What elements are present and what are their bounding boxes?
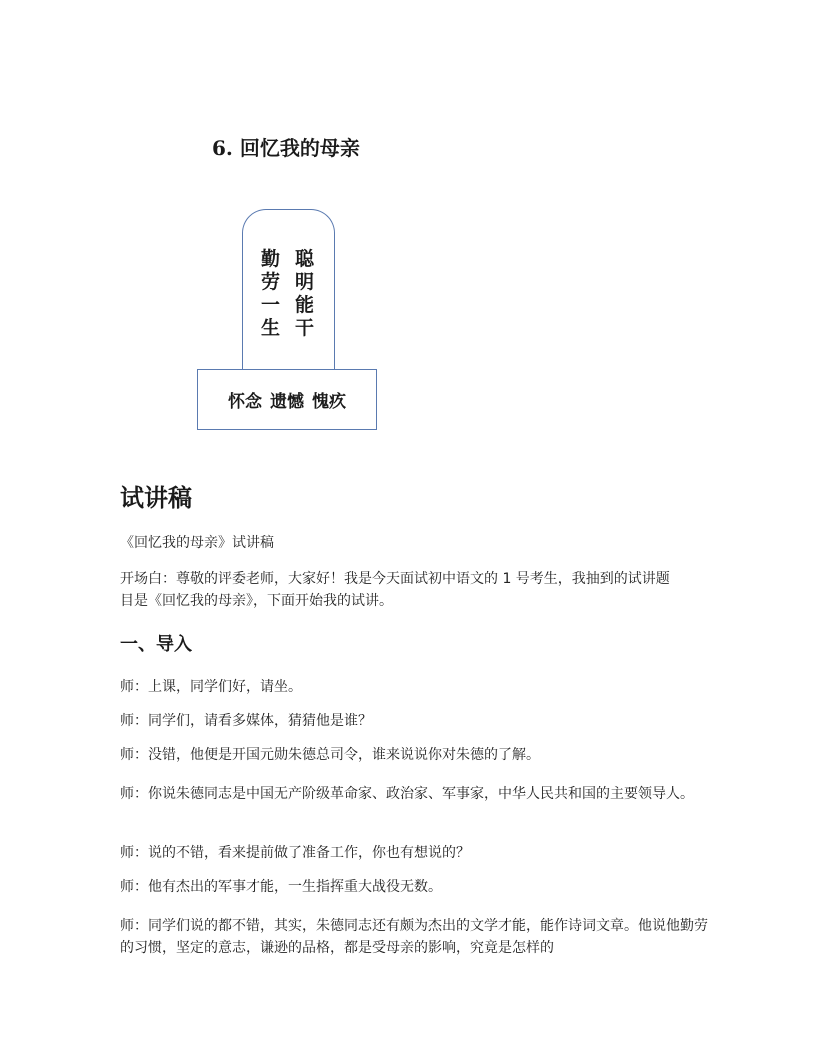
board-char: 能 — [295, 294, 315, 316]
board-char: 干 — [295, 317, 315, 339]
paragraph: 师：同学们说的都不错，其实，朱德同志还有颇为杰出的文学才能，能作诗词文章。他说他勤劳的习惯，坚定的意志，谦逊的品格，都是受母亲的影响，究竟是怎样的 — [120, 918, 708, 956]
board-char: 一 — [261, 294, 281, 316]
board-char: 勤 — [261, 248, 281, 270]
base-word: 愧疚 — [312, 392, 346, 412]
board-char: 生 — [261, 317, 281, 339]
subheading-intro: 一、导入 — [120, 634, 192, 655]
base-word: 遗憾 — [270, 392, 304, 412]
paragraph: 师：他有杰出的军事才能，一生指挥重大战役无数。 — [120, 879, 442, 895]
paragraph: 《回忆我的母亲》试讲稿 — [120, 535, 274, 551]
board-title: 6. 回忆我的母亲 — [212, 136, 360, 160]
base-word: 怀念 — [228, 392, 262, 412]
section-title: 试讲稿 — [120, 484, 192, 512]
paragraph: 师：没错，他便是开国元勋朱德总司令，谁来说说你对朱德的了解。 — [120, 747, 540, 763]
board-char: 明 — [295, 271, 315, 293]
paragraph: 师：同学们，请看多媒体，猜猜他是谁？ — [120, 713, 372, 729]
paragraph: 开场白：尊敬的评委老师，大家好！我是今天面试初中语文的 1 号考生，我抽到的试讲题目是《回忆我的母亲》，下面开始我的试讲。 — [120, 571, 670, 609]
paragraph: 师：说的不错，看来提前做了准备工作，你也有想说的？ — [120, 845, 470, 861]
board-tomb — [242, 209, 335, 371]
paragraph: 师：上课，同学们好，请坐。 — [120, 679, 302, 695]
board-column-right — [295, 248, 314, 340]
paragraph: 师：你说朱德同志是中国无产阶级革命家、政治家、军事家，中华人民共和国的主要领导人。 — [120, 786, 694, 802]
board-base — [197, 369, 377, 430]
board-char: 聪 — [295, 248, 315, 270]
board-char: 劳 — [261, 271, 281, 293]
board-column-left — [261, 248, 280, 340]
